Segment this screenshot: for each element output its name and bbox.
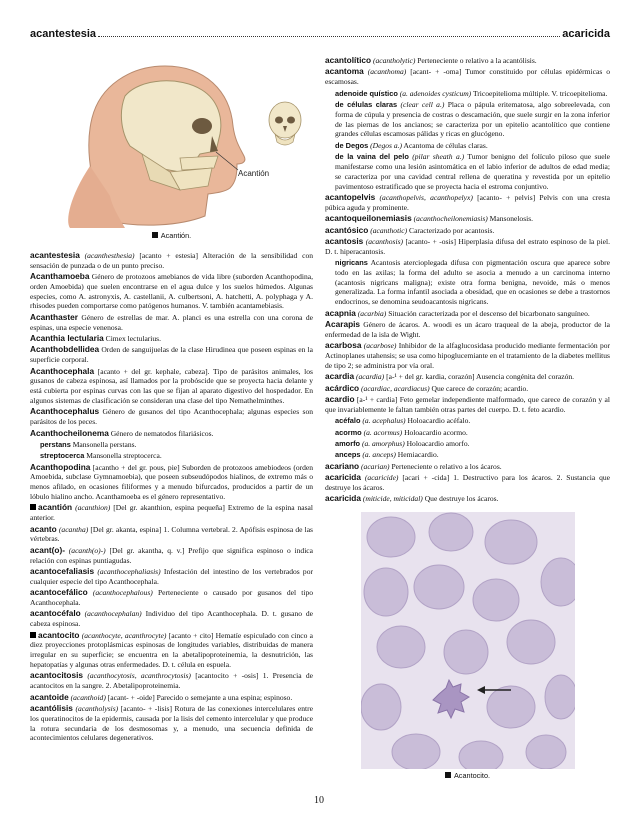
right-entry-list <box>325 56 610 504</box>
headword: Acanthia lectularia <box>30 332 104 343</box>
definition-text: Tumor benigno del folículo piloso que suele manifestarse como una lesión asintomática en el labio inferior de adultos de edad media; se caracteriza por una cavidad central rellena de queratina y revestida por un epitelio pavimentoso estratificado que se proyecta hacia el estroma conjuntivo. <box>335 152 610 191</box>
etymology: (acanthocytosis, acanthrocytosis) <box>87 671 191 681</box>
definition-text: Género de ácaros. A. woodi es un ácaro traqueal de la abeja, productor de la enfermedad de la isla de Wight. <box>325 320 611 339</box>
headword: acantoqueilonemiasis <box>325 213 412 224</box>
headword: acapnia <box>325 307 356 318</box>
headword: acardia <box>325 371 355 382</box>
dictionary-entry <box>30 367 313 406</box>
etymology: (acanthion) <box>75 503 111 513</box>
headword: acantocefálico <box>30 587 88 598</box>
definition-text: Tricoepitelioma múltiple. V. tricoepitelioma. <box>472 88 608 98</box>
subentry-term: streptocerca <box>40 451 85 461</box>
etymology: (acanthotic) <box>370 225 408 235</box>
headword: acantolítico <box>325 55 372 65</box>
definition-text: Mansonella perstans. <box>72 439 137 449</box>
headword: acariano <box>325 460 360 471</box>
dictionary-entry <box>325 193 610 213</box>
etymology: (a. anceps) <box>362 450 396 460</box>
subentry-term: acéfalo <box>335 416 361 426</box>
acanthocyte-figure <box>361 512 575 769</box>
headword: acantósico <box>325 224 369 235</box>
running-head <box>30 26 610 40</box>
dictionary-entry <box>325 100 610 139</box>
headword: acaricida <box>325 493 361 504</box>
definition-text: Cimex lectularius. <box>105 333 162 343</box>
dictionary-entry <box>30 272 313 311</box>
dictionary-entry <box>30 407 313 427</box>
skull-label: Acantión <box>238 169 270 178</box>
definition-text: Placa o pápula eritematosa, algo sobreelevada, con forma de cúpula y presencia de costras o descamación, que suele surgir en la zona inferior de las piernas de los ancianos; se caracteriza por un epitelio acantolítico que contiene grandes células escamosas pálidas y ricas en glucógeno. <box>335 99 611 139</box>
etymology: (acanthesthesia) <box>84 250 135 260</box>
definition-text: Acantosis atercioplegada difusa con pigmentación oscura que aparece sobre todo en las axilas; la forma del adulto se asocia a menudo a un carcinoma interno (acantosis nigricans maligna); existe otra forma benigna, nevoide, más o menos generalizada. La forma infantil asociada a obesidad, que en ocasiones se debe a trastornos endocrinos, se denomina seudoacantosis nigricans. <box>335 258 610 307</box>
dictionary-entry <box>30 693 313 703</box>
dictionary-entry <box>325 450 610 460</box>
dictionary-entry <box>325 258 610 307</box>
dictionary-entry <box>325 226 610 236</box>
dictionary-entry <box>325 320 610 340</box>
dictionary-entry <box>30 345 313 365</box>
blood-smear-micrograph <box>361 512 575 769</box>
definition-text: [acanto- + pelvis] Pelvis con una cresta púbica aguda y prominente. <box>325 192 611 212</box>
definition-text: Mansonelosis. <box>489 214 534 224</box>
left-column <box>30 56 313 745</box>
etymology: (miticide, miticidal) <box>362 494 423 504</box>
dictionary-entry <box>325 214 610 224</box>
definition-text: [a-¹ + cardia] Feto gemelar independiente malformado, que carece de corazón y al que invariablemente le faltan también otras partes del cuerpo. D. t. feto acardio. <box>325 395 610 414</box>
definition-text: Acantoma de células claras. <box>403 140 488 150</box>
definition-text: Holoacardio acormo. <box>404 427 468 437</box>
headword: Acanthopodina <box>30 461 91 472</box>
etymology: (acarbose) <box>363 341 397 351</box>
definition-text: Holoacardio amorfo. <box>406 438 470 448</box>
subentry-term: de Degos <box>335 140 369 150</box>
definition-text: Perteneciente o causado por gusanos del tipo Acanthocephala. <box>30 588 314 607</box>
figure-bullet-icon <box>30 632 36 638</box>
headword: acárdico <box>325 382 360 393</box>
dictionary-entry <box>325 152 610 191</box>
dictionary-entry <box>325 341 610 370</box>
dictionary-entry <box>325 56 610 66</box>
headword: acantocito <box>38 629 80 640</box>
headword: acanto <box>30 523 57 534</box>
dictionary-entry <box>325 89 610 99</box>
headword: acantopelvis <box>325 191 376 202</box>
definition-text: [acanto + estesia] Alteración de la sensibilidad con sensación de punzada o de un punto preciso. <box>30 250 314 270</box>
subentry-term: perstans <box>40 439 71 449</box>
definition-text: Que carece de corazón; acardio. <box>431 383 529 393</box>
page-number: 10 <box>314 795 324 806</box>
headword: Acanthocephalus <box>30 406 100 417</box>
figure-bullet-icon <box>30 504 36 510</box>
subentry-term: de células claras <box>335 99 398 109</box>
subentry-term: amorfo <box>335 438 361 448</box>
etymology: (a. adenoides cysticum) <box>399 88 472 98</box>
headword: acantólisis <box>30 702 73 713</box>
definition-text: [Del gr. akanthion, espina pequeña] Extremo de la espina nasal anterior. <box>30 503 314 523</box>
headword: Acanthocephala <box>30 365 95 376</box>
etymology: (clear cell a.) <box>400 99 445 109</box>
definition-text: [acanto + del gr. kephale, cabeza]. Tipo de parásitos animales, los gusanos de cabeza espinosa, así llamados por la probóscide que se proyecta hacia delante y está cubierta por espinas curvas con las que se fijan al aparato digestivo del hospedador. En algunos sistemas de clasificación se consideran una clase del tipo Nemathelminthes. <box>30 366 313 405</box>
etymology: (pilar sheath a.) <box>412 152 465 162</box>
dictionary-entry <box>30 251 313 271</box>
dictionary-entry <box>30 451 313 461</box>
definition-text: [acanto + cito] Hematíe espiculado con cinco a diez proyecciones protoplásmicas espinosas de longitudes variables, distribuidas de manera irregular en su superficie; se encuentra en la abetalipoproteinemia, la desnutrición, las hepatopatías y algunas otras enfermedades. D. t. célula en espuela. <box>30 630 313 669</box>
acanthocyte-caption: Acantocito. <box>325 771 610 781</box>
subentry-term: acormo <box>335 427 362 437</box>
definition-text: [acant- + -oma] Tumor constituido por células epidérmicas o escamosas. <box>325 67 610 87</box>
definition-text: Inhibidor de la alfaglucosidasa producido mediante fermentación por Actinoplanes utahensis; se usa como hipoglucemiante en el tratamiento de la diabetes mellitus de tipo 2; se administra por vía oral. <box>325 341 611 370</box>
etymology: (acardia) <box>355 372 385 382</box>
dictionary-entry <box>325 439 610 449</box>
definition-text: Perteneciente o relativo a la acantólisis. <box>417 56 537 65</box>
headword: Acanthamoeba <box>30 270 90 281</box>
definition-text: Orden de sanguijuelas de la clase Hirudinea que poseen espinas en la superficie corporal. <box>30 345 314 365</box>
etymology: (acanthoid) <box>70 692 106 702</box>
etymology: (acantha) <box>58 524 89 534</box>
dictionary-entry <box>30 704 313 743</box>
right-column <box>325 56 610 791</box>
dictionary-entry <box>30 313 313 333</box>
definition-text: [a-¹ + del gr. kardia, corazón] Ausencia congénita del corazón. <box>386 372 575 382</box>
definition-text: Situación caracterizada por el descenso del bicarbonato sanguíneo. <box>388 308 590 318</box>
etymology: (acanthoma) <box>367 67 407 77</box>
subentry-term: adenoide quístico <box>335 88 398 98</box>
dictionary-entry <box>30 671 313 691</box>
definition-text: Individuo del tipo Acanthocephala. D. t. gusano de cabeza espinosa. <box>30 609 314 629</box>
headword: acantión <box>38 502 73 513</box>
headword: acantestesia <box>30 249 80 260</box>
definition-text: [Del gr. akantha, q. v.] Prefijo que significa espinoso o indica relación con espinas puntiagudas. <box>30 545 313 565</box>
definition-text: Hemiacardio. <box>397 450 439 460</box>
dictionary-entry <box>325 473 610 493</box>
subentry-term: nigricans <box>335 258 368 268</box>
definition-text: Género de protozoos amebianos de vida libre (suborden Acanthopodina, orden Amoebida) que suelen encontrarse en el agua dulce y los suelos húmedos. Algunas especies, como A. astronyxis, A. castellanii, A. culbertsoni, A. hatchetti, A. polyphaga y A. rhisodes pueden comportarse como patógenos humanos. V. también acantamebiasis. <box>30 271 314 311</box>
dictionary-entry <box>325 67 610 87</box>
headword: acantoide <box>30 691 69 702</box>
dictionary-entry <box>325 372 610 382</box>
etymology: (a. amorphus) <box>361 438 405 448</box>
dictionary-entry <box>30 567 313 587</box>
header-first-word: acantestesia <box>30 28 97 40</box>
headword: acantocéfalo <box>30 608 81 619</box>
etymology: (acantholysis) <box>75 703 119 713</box>
left-entry-list <box>30 251 313 743</box>
skull-illustration <box>30 56 313 228</box>
definition-text: Caracterizado por acantosis. <box>409 225 495 235</box>
etymology: (a. acephalus) <box>362 416 406 426</box>
definition-text: Género de estrellas de mar. A. planci es una estrella con una corona de espinas, una especie venenosa. <box>30 312 314 332</box>
dictionary-entry <box>325 416 610 426</box>
subentry-term: anceps <box>335 450 361 460</box>
caption-bullet-icon <box>445 772 451 778</box>
definition-text: Holoacardio acéfalo. <box>407 416 471 426</box>
dictionary-entry <box>30 503 313 523</box>
dictionary-entry <box>325 395 610 415</box>
dictionary-entry <box>30 429 313 439</box>
skull-figure <box>30 56 313 228</box>
etymology: (acanth(o)-) <box>68 545 106 555</box>
skull-caption: Acantión. <box>30 231 313 241</box>
header-dot-leader <box>98 35 560 37</box>
dictionary-entry <box>325 237 610 257</box>
headword: acantoma <box>325 66 364 77</box>
etymology: (acanthocephalan) <box>84 609 142 619</box>
definition-text: [acant- + -oide] Parecido o semejante a una espina; espinoso. <box>107 692 293 702</box>
definition-text: Género de nematodos filariásicos. <box>110 428 214 438</box>
definition-text: Mansonella streptocerca. <box>86 451 162 461</box>
etymology: (acaricide) <box>364 473 399 483</box>
subentry-term: de la vaina del pelo <box>335 152 409 162</box>
definition-text: [Del gr. akanta, espina] 1. Columna vertebral. 2. Apófisis espinosa de las vértebras. <box>30 524 313 544</box>
dictionary-entry <box>30 525 313 545</box>
headword: acarbosa <box>325 340 362 351</box>
definition-text: Género de gusanos del tipo Acanthocephala; algunas especies son parásitos de los peces. <box>30 407 313 427</box>
dictionary-entry <box>30 631 313 670</box>
headword: Acanthobdellidea <box>30 344 100 355</box>
dictionary-entry <box>30 546 313 566</box>
etymology: (acanthocephaliasis) <box>97 567 161 577</box>
etymology: (acantholytic) <box>373 56 416 65</box>
headword: acantocefaliasis <box>30 566 95 577</box>
dictionary-entry <box>30 440 313 450</box>
dictionary-entry <box>325 462 610 472</box>
dictionary-entry <box>325 141 610 151</box>
dictionary-entry <box>325 428 610 438</box>
headword: acaricida <box>325 472 361 483</box>
definition-text: Que destruye los ácaros. <box>424 494 499 504</box>
etymology: (acanthosis) <box>365 236 404 246</box>
etymology: (a. acormus) <box>363 427 403 437</box>
header-last-word: acaricida <box>562 28 610 40</box>
etymology: (acarbia) <box>357 308 387 318</box>
etymology: (acarian) <box>361 461 390 471</box>
definition-text: [acantho + del gr. pous, pie] Suborden de protozoos amebiodeos (orden Amoebida, subclase Gymnamoebia), que poseen subseudópodos hialinos, de extremo más o menos afilado, en ocasiones filiformes y a menudo bifurcados, producidos a partir de un lóbulo hialino ancho. Acanthamoeba es el género representativo. <box>30 462 314 502</box>
definition-text: [acari + -cida] 1. Destructivo para los ácaros. 2. Sustancia que destruye los ácaros. <box>325 473 611 492</box>
definition-text: [acanto- + -osis] Hiperplasia difusa del estrato espinoso de la piel. D. t. hiperacantosis. <box>325 236 611 256</box>
dictionary-entry <box>325 384 610 394</box>
etymology: (acanthocyte, acanthrocyte) <box>81 630 167 640</box>
headword: Acarapis <box>325 319 361 330</box>
headword: acardio <box>325 394 355 404</box>
etymology: (acanthocephalous) <box>92 588 153 598</box>
definition-text: Infestación del intestino de los vertebrados por cualquier especie del tipo Acanthocephala. <box>30 567 313 586</box>
etymology: (acardiac, acardiacus) <box>361 383 430 393</box>
dictionary-entry <box>325 494 610 504</box>
etymology: (acanthocheilonemiasis) <box>413 214 488 224</box>
headword: acant(o)- <box>30 544 66 555</box>
dictionary-entry <box>30 588 313 608</box>
dictionary-entry <box>30 609 313 629</box>
headword: acantosis <box>325 235 364 246</box>
definition-text: [acanto- + -lisis] Rotura de las conexiones intercelulares entre los queratinocitos de la epidermis, causada por la lisis del cemento intercelular y que produce la rotura secundaria de los desmosomas y, a menudo, una secuencia definida de acontecimientos celulares degenerativos. <box>30 703 313 743</box>
dictionary-entry <box>325 309 610 319</box>
definition-text: [acantocito + -osis] 1. Presencia de acantocitos en la sangre. 2. Abetalipoproteinemia. <box>30 671 314 691</box>
headword: Acanthaster <box>30 311 78 322</box>
etymology: (acanthopelvis, acanthopelyx) <box>379 192 473 202</box>
definition-text: Perteneciente o relativo a los ácaros. <box>391 461 502 471</box>
caption-bullet-icon <box>152 232 158 238</box>
headword: Acanthocheilonema <box>30 427 109 438</box>
dictionary-entry <box>30 463 313 502</box>
headword: acantocitosis <box>30 670 84 681</box>
etymology: (Degos a.) <box>370 140 403 150</box>
dictionary-entry <box>30 334 313 344</box>
